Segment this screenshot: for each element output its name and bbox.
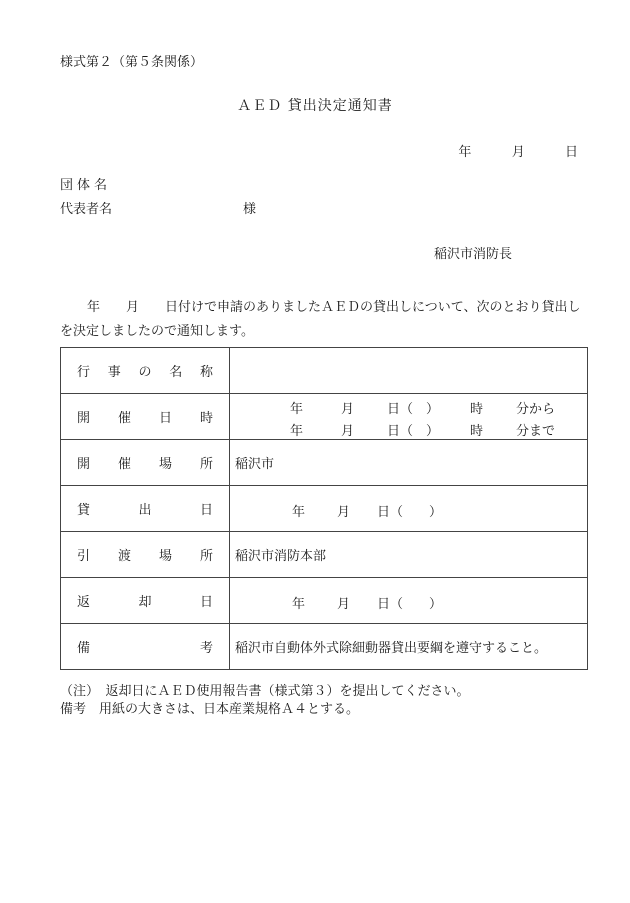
label-hold-datetime: 開 催 日 時	[61, 394, 230, 440]
form-number: 様式第２（第５条関係）	[60, 55, 204, 70]
value-lend-date: 年 月 日（ ）	[230, 486, 588, 532]
issue-date	[458, 141, 578, 160]
row-lend-date	[61, 486, 588, 532]
label-return-date: 返 却 日	[61, 578, 230, 624]
lending-details-table	[60, 347, 588, 670]
organization-label: 団体名	[60, 178, 112, 193]
row-return-date	[61, 578, 588, 624]
value-handover-place: 稲沢市消防本部	[230, 532, 588, 578]
issue-date-year: 年	[458, 145, 472, 160]
value-event-name	[230, 348, 588, 394]
hold-end: 年 月 日（ ） 時 分まで	[290, 423, 556, 439]
label-handover-place: 引 渡 場 所	[61, 532, 230, 578]
document-title: ＡＥＤ 貸出決定通知書	[237, 98, 393, 114]
issuer-name: 稲沢市消防長	[434, 247, 513, 262]
row-hold-datetime	[61, 394, 588, 440]
note-paper-size: 備考 用紙の大きさは、日本産業規格Ａ４とする。	[60, 702, 360, 717]
honorific-sama: 様	[243, 202, 257, 217]
row-remarks	[61, 624, 588, 670]
value-return-date: 年 月 日（ ）	[230, 578, 588, 624]
hold-start: 年 月 日（ ） 時 分から	[290, 401, 556, 417]
notice-body-text: 年 月 日付けで申請のありましたＡＥＤの貸出しについて、次のとおり貸出しを決定しましたので通知します。	[60, 300, 581, 339]
label-lend-date: 貸 出 日	[61, 486, 230, 532]
value-hold-place: 稲沢市	[230, 440, 588, 486]
row-hold-place	[61, 440, 588, 486]
row-event-name	[61, 348, 588, 394]
label-hold-place: 開 催 場 所	[61, 440, 230, 486]
label-event-name: 行 事 の 名 称	[61, 348, 230, 394]
value-remarks: 稲沢市自動体外式除細動器貸出要綱を遵守すること。	[230, 624, 588, 670]
issue-date-month: 月	[511, 145, 525, 160]
row-handover-place	[61, 532, 588, 578]
value-hold-datetime	[230, 394, 588, 440]
note-return-report: （注） 返却日にＡＥＤ使用報告書（様式第３）を提出してください。	[60, 684, 470, 699]
issue-date-day: 日	[564, 145, 578, 160]
representative-label: 代表者名	[60, 202, 113, 217]
label-remarks: 備 考	[61, 624, 230, 670]
